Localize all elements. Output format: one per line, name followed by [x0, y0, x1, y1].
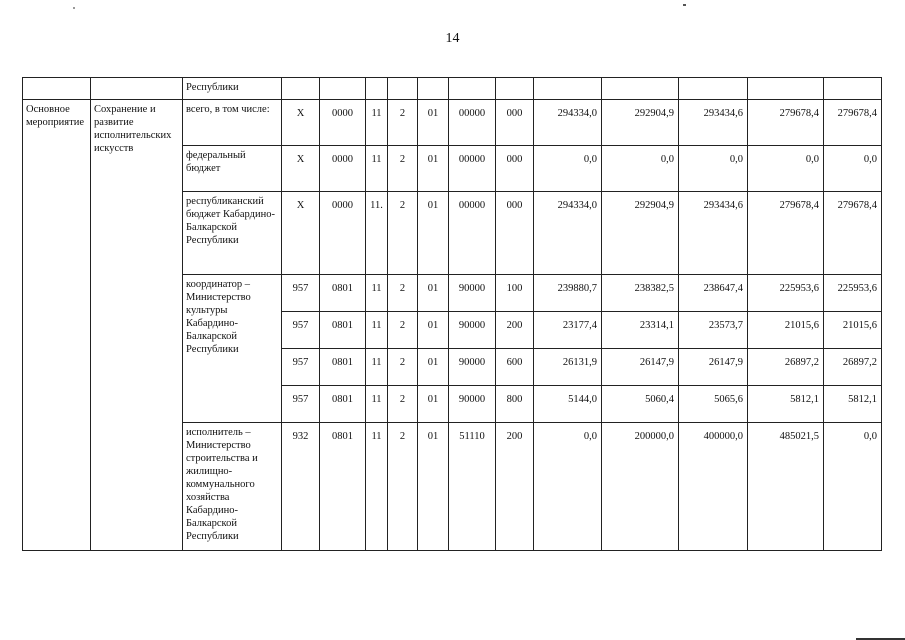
gp-cell: 11 — [366, 146, 388, 192]
grbs-cell: Х — [282, 192, 320, 275]
pgp-cell: 2 — [388, 146, 418, 192]
pgp-cell: 2 — [388, 349, 418, 386]
value-cell: 26131,9 — [534, 349, 602, 386]
gp-cell: 11 — [366, 275, 388, 312]
value-cell: 279678,4 — [748, 192, 824, 275]
grbs-cell: 957 — [282, 386, 320, 423]
value-cell: 292904,9 — [602, 100, 679, 146]
grbs-cell: Х — [282, 100, 320, 146]
vr-cell: 800 — [496, 386, 534, 423]
value-cell: 26897,2 — [824, 349, 882, 386]
code-cell: 90000 — [449, 349, 496, 386]
value-cell: 485021,5 — [748, 423, 824, 551]
value-cell: 238382,5 — [602, 275, 679, 312]
scan-speck — [73, 7, 75, 9]
vr-cell: 600 — [496, 349, 534, 386]
code-cell: 00000 — [449, 100, 496, 146]
pgp-cell: 2 — [388, 312, 418, 349]
pgp-cell: 2 — [388, 192, 418, 275]
vr-cell: 100 — [496, 275, 534, 312]
om-cell: 01 — [418, 312, 449, 349]
value-cell: 279678,4 — [824, 192, 882, 275]
code-cell: 51110 — [449, 423, 496, 551]
rzpr-cell: 0000 — [320, 146, 366, 192]
gp-cell: 11 — [366, 423, 388, 551]
grbs-cell: 957 — [282, 312, 320, 349]
vr-cell: 000 — [496, 146, 534, 192]
vr-cell: 200 — [496, 312, 534, 349]
table-row — [23, 100, 882, 146]
source-cell: Республики — [183, 78, 282, 100]
rzpr-cell: 0801 — [320, 275, 366, 312]
value-cell: 21015,6 — [824, 312, 882, 349]
om-cell: 01 — [418, 423, 449, 551]
gp-cell: 11 — [366, 100, 388, 146]
om-cell: 01 — [418, 349, 449, 386]
value-cell: 0,0 — [748, 146, 824, 192]
value-cell: 26147,9 — [602, 349, 679, 386]
grbs-cell: 957 — [282, 349, 320, 386]
value-cell: 200000,0 — [602, 423, 679, 551]
code-cell: 90000 — [449, 275, 496, 312]
value-cell: 294334,0 — [534, 100, 602, 146]
gp-cell: 11. — [366, 192, 388, 275]
om-cell: 01 — [418, 146, 449, 192]
gp-cell: 11 — [366, 312, 388, 349]
om-cell: 01 — [418, 100, 449, 146]
vr-cell: 000 — [496, 100, 534, 146]
value-cell: 5065,6 — [679, 386, 748, 423]
event-name-cell: Сохранение и развитие исполнительских искусств — [91, 100, 183, 551]
value-cell: 294334,0 — [534, 192, 602, 275]
value-cell: 279678,4 — [748, 100, 824, 146]
pgp-cell: 2 — [388, 423, 418, 551]
gp-cell: 11 — [366, 386, 388, 423]
value-cell: 23573,7 — [679, 312, 748, 349]
value-cell: 293434,6 — [679, 100, 748, 146]
rzpr-cell: 0801 — [320, 349, 366, 386]
source-cell: координатор – Министерство культуры Кабардино-Балкарской Республики — [183, 275, 282, 423]
source-cell: всего, в том числе: — [183, 100, 282, 146]
value-cell: 0,0 — [534, 146, 602, 192]
value-cell: 292904,9 — [602, 192, 679, 275]
gp-cell: 11 — [366, 349, 388, 386]
grbs-cell: 957 — [282, 275, 320, 312]
scan-speck — [683, 4, 686, 6]
value-cell: 0,0 — [824, 146, 882, 192]
value-cell: 238647,4 — [679, 275, 748, 312]
value-cell: 279678,4 — [824, 100, 882, 146]
vr-cell: 000 — [496, 192, 534, 275]
value-cell: 0,0 — [679, 146, 748, 192]
om-cell: 01 — [418, 275, 449, 312]
rzpr-cell: 0801 — [320, 386, 366, 423]
value-cell: 0,0 — [534, 423, 602, 551]
value-cell: 5060,4 — [602, 386, 679, 423]
value-cell: 293434,6 — [679, 192, 748, 275]
value-cell: 23177,4 — [534, 312, 602, 349]
code-cell: 90000 — [449, 312, 496, 349]
grbs-cell: Х — [282, 146, 320, 192]
value-cell: 0,0 — [824, 423, 882, 551]
rzpr-cell: 0000 — [320, 100, 366, 146]
vr-cell: 200 — [496, 423, 534, 551]
pgp-cell: 2 — [388, 100, 418, 146]
value-cell: 26147,9 — [679, 349, 748, 386]
source-cell: исполнитель – Министерство строительства и жилищно-коммунального хозяйства Кабардино-Балкарской Республики — [183, 423, 282, 551]
code-cell: 00000 — [449, 146, 496, 192]
value-cell: 21015,6 — [748, 312, 824, 349]
rzpr-cell: 0801 — [320, 312, 366, 349]
pgp-cell: 2 — [388, 386, 418, 423]
event-type-cell: Основное мероприятие — [23, 100, 91, 551]
pgp-cell: 2 — [388, 275, 418, 312]
source-cell: республиканский бюджет Кабардино-Балкарской Республики — [183, 192, 282, 275]
page-number: 14 — [445, 31, 460, 46]
source-cell: федеральный бюджет — [183, 146, 282, 192]
value-cell: 225953,6 — [824, 275, 882, 312]
code-cell: 90000 — [449, 386, 496, 423]
budget-table — [22, 77, 882, 551]
value-cell: 225953,6 — [748, 275, 824, 312]
table-row — [23, 78, 882, 100]
value-cell: 5812,1 — [824, 386, 882, 423]
value-cell: 26897,2 — [748, 349, 824, 386]
code-cell: 00000 — [449, 192, 496, 275]
grbs-cell: 932 — [282, 423, 320, 551]
value-cell: 23314,1 — [602, 312, 679, 349]
om-cell: 01 — [418, 192, 449, 275]
rzpr-cell: 0801 — [320, 423, 366, 551]
value-cell: 5812,1 — [748, 386, 824, 423]
value-cell: 5144,0 — [534, 386, 602, 423]
rzpr-cell: 0000 — [320, 192, 366, 275]
value-cell: 0,0 — [602, 146, 679, 192]
om-cell: 01 — [418, 386, 449, 423]
value-cell: 400000,0 — [679, 423, 748, 551]
value-cell: 239880,7 — [534, 275, 602, 312]
